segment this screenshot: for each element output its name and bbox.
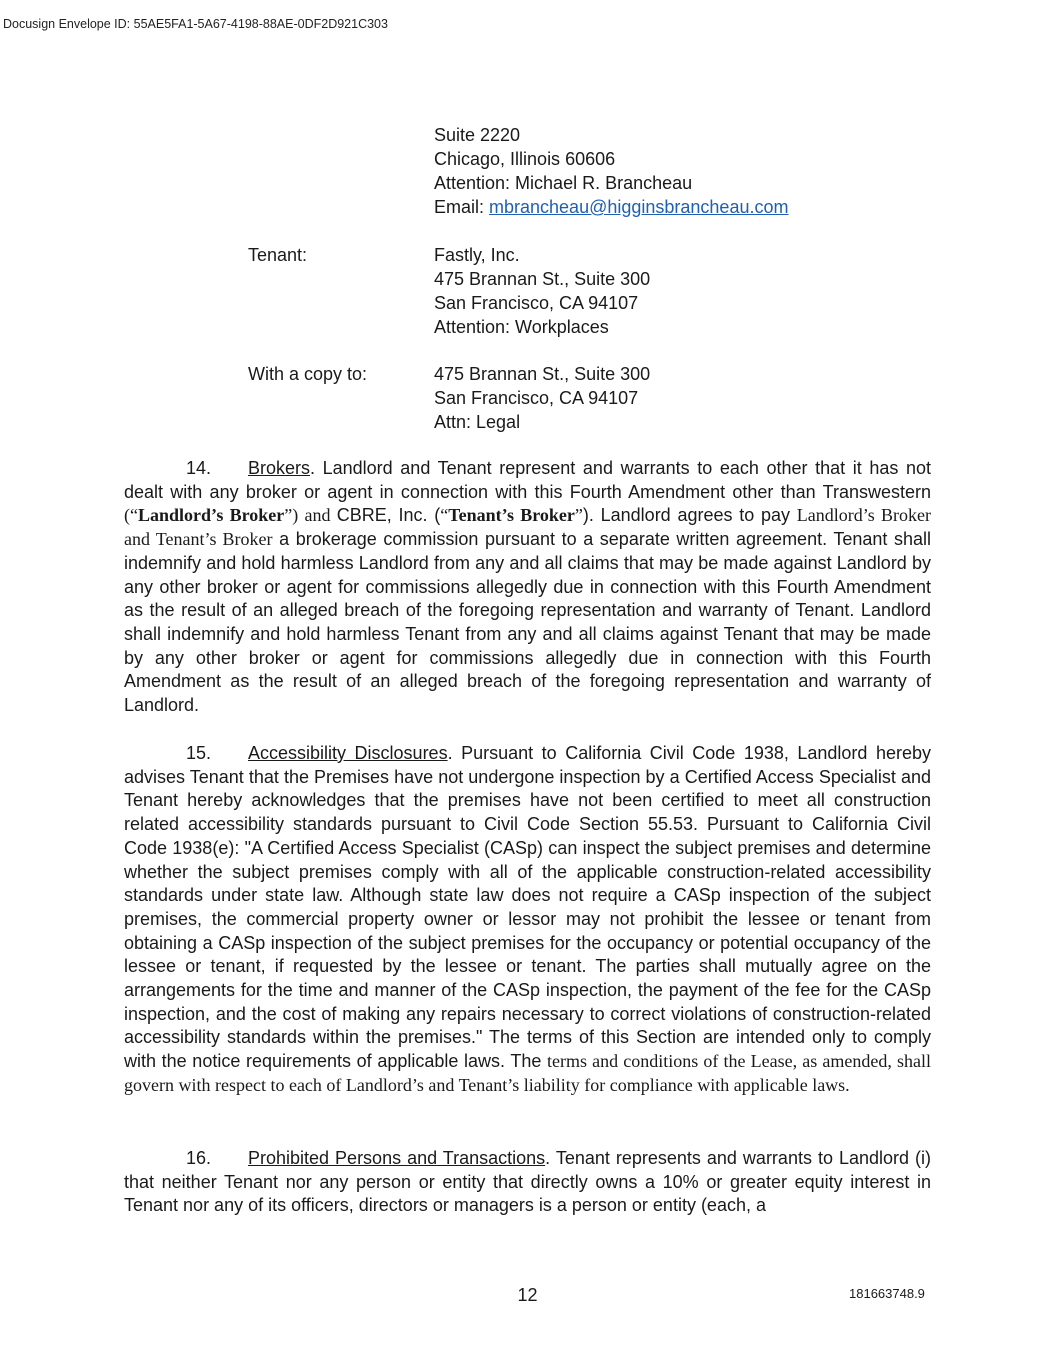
section-number: 15.	[186, 743, 212, 763]
tenant-street: 475 Brannan St., Suite 300	[434, 269, 651, 289]
section-number: 16.	[186, 1148, 212, 1168]
tenant-address-block	[434, 243, 650, 339]
document-number: 181663748.9	[849, 1286, 925, 1301]
section-16-prohibited-persons	[124, 1147, 931, 1218]
copy-to-street: 475 Brannan St., Suite 300	[434, 364, 651, 384]
section-15-accessibility-disclosures	[124, 742, 931, 1098]
section-heading: Accessibility Disclosures	[248, 743, 448, 763]
section-text: . Tenant represents and warrants to Landlord (i) that neither Tenant nor any person or entity that directly owns a 10% or greater equity interest in Tenant nor any of its officers, directors or managers is a person or entity (each, a	[124, 1148, 931, 1216]
tenant-attention: Attention: Workplaces	[434, 317, 609, 337]
tenant-city: San Francisco, CA 94107	[434, 293, 639, 313]
page-number: 12	[517, 1285, 538, 1305]
email-label: Email:	[434, 197, 490, 217]
landlord-suite: Suite 2220	[434, 125, 521, 145]
tenant-label: Tenant:	[248, 245, 308, 265]
copy-to-attention: Attn: Legal	[434, 412, 521, 432]
copy-to-city: San Francisco, CA 94107	[434, 388, 639, 408]
section-text: . Pursuant to California Civil Code 1938, Landlord hereby advises Tenant that the Premises have not undergone inspection by a Certified Access Specialist and Tenant hereby acknowledges that the premises have not been certified to meet all construction related accessibility standards pursuant to Civil Code Section 55.53. Pursuant to California Civil Code 1938(e): "A Certified Access Specialist (CASp) can inspect the subject premises and determine whether the subject premises comply with all of the applicable construction-related accessibility standards under state law. Although state law does not require a CASp inspection of the subject premises, the commercial property owner or lessor may not prohibit the lessee or tenant from obtaining a CASp inspection of the subject premises for the occupancy or potential occupancy of the lessee or tenant, if requested by the lessee or tenant. The parties shall mutually agree on the arrangements for the time and manner of the CASp inspection, the payment of the fee for the CASp inspection, and the cost of making any repairs necessary to correct violations of construction-related accessibility standards within the premises." The terms of this Section are intended only to comply with the notice requirements of applicable laws. The	[124, 743, 931, 1072]
landlord-attention: Attention: Michael R. Brancheau	[434, 173, 693, 193]
docusign-envelope-id: Docusign Envelope ID: 55AE5FA1-5A67-4198-88AE-0DF2D921C303	[3, 17, 388, 31]
section-text-serif: terms and conditions of the Lease, as amended, shall govern with respect to each of Landlord’s and Tenant’s liability for compliance with applicable laws.	[124, 1051, 931, 1095]
email-link[interactable]: mbrancheau@higginsbrancheau.com	[489, 197, 789, 217]
copy-to-label: With a copy to:	[248, 364, 368, 384]
section-14-brokers: 14. Brokers. Landlord and Tenant represent and warrants to each other that it has not dealt with any broker or agent in connection with this Fourth Amendment other than Transwestern (“Landlord’s Broker”) and CBRE, Inc. (“Tenant’s Broker”). Landlord agrees to pay Landlord’s Broker and Tenant’s Broker a brokerage commission pursuant to a separate written agreement. Tenant shall indemnify and hold harmless Landlord from any and all claims that may be made against Landlord by any other broker or agent for commissions allegedly due in connection with this Fourth Amendment as the result of an alleged breach of the foregoing representation and warranty of Tenant. Landlord shall indemnify and hold harmless Tenant from any and all claims against Tenant that may be made by any other broker or agent for commissions allegedly due in connection with this Fourth Amendment as the result of an alleged breach of the foregoing representation and warranty of Landlord.	[124, 458, 931, 716]
section-text: . Landlord and Tenant represent and warrants to each other that it has not dealt with any broker or agent in connection with this Fourth Amendment other than Transwestern	[124, 458, 931, 502]
section-heading: Brokers	[248, 458, 311, 478]
landlord-city: Chicago, Illinois 60606	[434, 149, 616, 169]
landlord-email-line	[434, 195, 788, 219]
section-heading: Prohibited Persons and Transactions	[248, 1148, 546, 1168]
tenant-broker-term: Tenant’s Broker	[448, 505, 575, 526]
landlord-broker-term: Landlord’s Broker	[137, 505, 285, 526]
tenant-name: Fastly, Inc.	[434, 245, 520, 265]
landlord-address-block	[434, 123, 788, 219]
copy-to-address-block	[434, 362, 650, 434]
section-number: 14.	[186, 458, 212, 478]
